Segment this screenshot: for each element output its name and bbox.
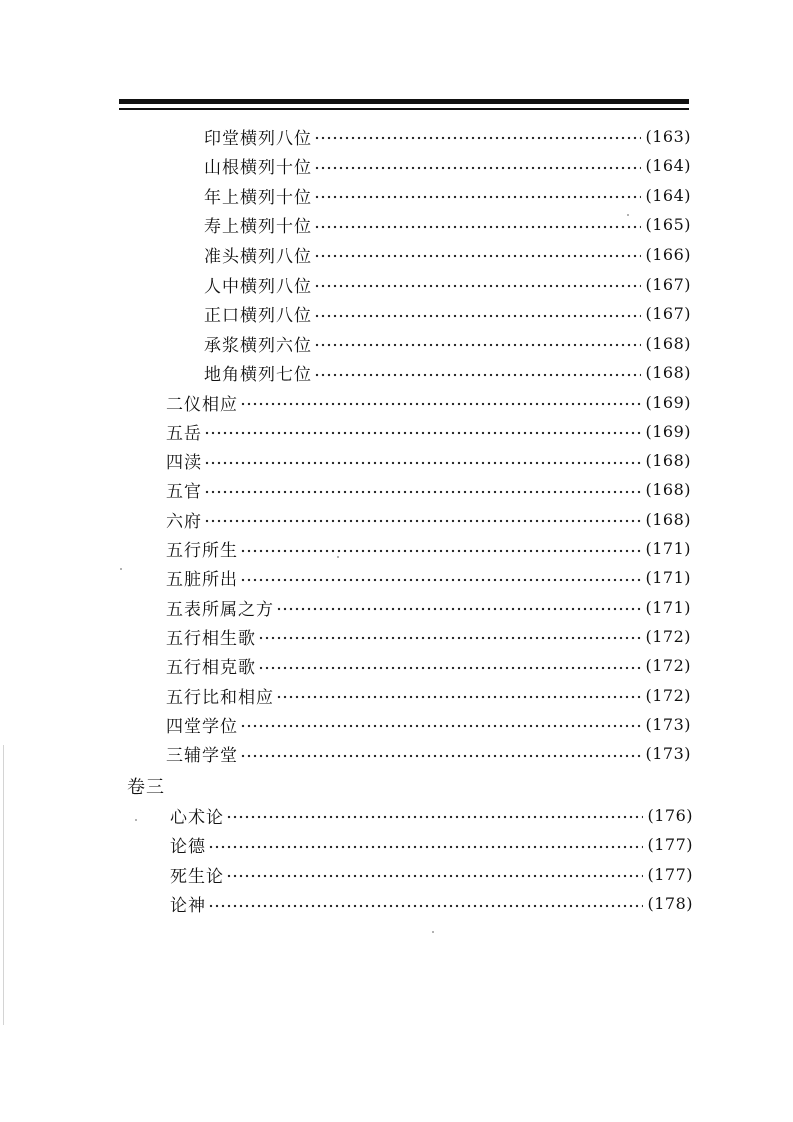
dot-leader — [276, 607, 641, 611]
toc-page-number: (168) — [645, 363, 691, 383]
dot-leader — [314, 284, 641, 288]
toc-entry-title: 五行比和相应 — [166, 687, 274, 708]
toc-entry[interactable] — [166, 477, 691, 503]
toc-entry[interactable] — [166, 623, 691, 649]
dot-leader — [314, 166, 641, 170]
toc-page-number: (164) — [645, 156, 691, 176]
dot-leader — [204, 490, 641, 494]
toc-entry[interactable] — [204, 301, 691, 327]
toc-entry-title: 二仪相应 — [166, 394, 238, 415]
toc-entry[interactable] — [204, 241, 691, 267]
toc-entry-title: 山根横列十位 — [204, 158, 312, 179]
toc-entry-title: 寿上横列十位 — [204, 217, 312, 238]
header-rule-thick — [119, 99, 689, 104]
dot-leader — [226, 815, 643, 819]
dot-leader — [204, 431, 641, 435]
dot-leader — [240, 754, 641, 758]
toc-page-number: (173) — [645, 744, 691, 764]
toc-entry[interactable] — [204, 212, 691, 238]
toc-page-number: (172) — [645, 685, 691, 705]
dot-leader — [314, 254, 641, 258]
toc-page-number: (172) — [645, 656, 691, 676]
toc-entry[interactable] — [166, 565, 691, 591]
toc-entry-title: 死生论 — [170, 866, 224, 887]
dot-leader — [208, 904, 643, 908]
toc-page-number: (169) — [645, 421, 691, 441]
scan-speck — [432, 931, 434, 933]
dot-leader — [314, 195, 641, 199]
toc-entry[interactable] — [166, 448, 691, 474]
toc-entry[interactable] — [166, 653, 691, 679]
toc-page-number: (178) — [647, 894, 693, 913]
toc-entry[interactable] — [170, 891, 693, 917]
toc-entry[interactable] — [204, 271, 691, 297]
toc-page-number: (167) — [645, 274, 691, 294]
toc-page-number: (166) — [645, 244, 691, 264]
toc-entry-title: 五脏所出 — [166, 570, 238, 591]
toc-page-number: (177) — [647, 864, 693, 884]
toc-page-number: (171) — [645, 568, 691, 588]
toc-page-number: (163) — [645, 126, 691, 146]
toc-entry[interactable] — [204, 330, 691, 356]
dot-leader — [204, 519, 641, 523]
toc-entry[interactable] — [166, 741, 691, 767]
toc-entry-title: 四堂学位 — [166, 716, 238, 737]
toc-entry[interactable] — [170, 832, 693, 858]
dot-leader — [258, 636, 641, 640]
header-rule-thin — [119, 108, 689, 110]
toc-entry[interactable] — [204, 182, 691, 208]
scan-edge-line — [3, 745, 4, 1025]
toc-page-number: (171) — [645, 539, 691, 558]
toc-page-number: (171) — [645, 597, 691, 617]
toc-entry[interactable] — [166, 389, 691, 415]
scan-speck — [135, 819, 137, 821]
volume-heading: 卷三 — [127, 777, 165, 798]
toc-entry[interactable] — [170, 861, 693, 887]
toc-entry-title: 地角横列七位 — [204, 365, 312, 386]
toc-page-number: (173) — [645, 714, 691, 734]
dot-leader — [314, 373, 641, 377]
dot-leader — [314, 225, 641, 229]
toc-entry-title: 论神 — [170, 896, 206, 916]
toc-page-number: (168) — [645, 509, 691, 529]
toc-page-number: (176) — [647, 805, 693, 825]
toc-entry-title: 印堂横列八位 — [204, 128, 312, 149]
dot-leader — [240, 549, 641, 553]
toc-page-number: (168) — [645, 333, 691, 353]
toc-entry-title: 承浆横列六位 — [204, 335, 312, 356]
toc-entry-title: 六府 — [166, 511, 202, 532]
toc-entry[interactable] — [166, 711, 691, 737]
dot-leader — [240, 724, 641, 728]
dot-leader — [258, 666, 641, 670]
dot-leader — [276, 695, 641, 699]
toc-page-number: (168) — [645, 451, 691, 471]
toc-entry-title: 三辅学堂 — [166, 746, 238, 767]
toc-entry-title: 五行相克歌 — [166, 658, 256, 679]
toc-page-number: (167) — [645, 304, 691, 324]
dot-leader — [226, 874, 643, 878]
dot-leader — [204, 461, 641, 465]
toc-entry[interactable] — [166, 536, 691, 562]
dot-leader — [240, 402, 641, 406]
toc-entry-title: 五官 — [166, 482, 202, 503]
toc-entry-title: 五行所生 — [166, 541, 238, 561]
toc-page-number: (164) — [645, 185, 691, 205]
toc-entry[interactable] — [170, 802, 693, 828]
dot-leader — [314, 314, 641, 318]
toc-entry-title: 五表所属之方 — [166, 599, 274, 620]
toc-page-number: (172) — [645, 626, 691, 646]
toc-entry-title: 人中横列八位 — [204, 276, 312, 297]
dot-leader — [314, 343, 641, 347]
toc-page-number: (177) — [647, 835, 693, 854]
scan-speck — [120, 568, 122, 570]
toc-entry[interactable] — [166, 682, 691, 708]
toc-entry-title: 四渎 — [166, 453, 202, 474]
toc-entry[interactable] — [166, 594, 691, 620]
toc-entry-title: 五行相生歌 — [166, 628, 256, 649]
toc-entry[interactable] — [204, 360, 691, 386]
toc-entry[interactable] — [204, 123, 691, 149]
toc-entry-title: 五岳 — [166, 423, 202, 444]
toc-entry[interactable] — [166, 418, 691, 444]
dot-leader — [208, 845, 643, 849]
toc-entry-title: 论德 — [170, 837, 206, 857]
toc-entry[interactable] — [166, 506, 691, 532]
toc-entry-title: 心术论 — [170, 807, 224, 828]
toc-page-number: (165) — [645, 215, 691, 235]
toc-entry-title: 准头横列八位 — [204, 246, 312, 267]
dot-leader — [240, 578, 641, 582]
toc-entry[interactable] — [204, 153, 691, 179]
toc-page-number: (169) — [645, 392, 691, 412]
toc-page-number: (168) — [645, 480, 691, 500]
dot-leader — [314, 136, 641, 140]
toc-entry-title: 年上横列十位 — [204, 187, 312, 208]
toc-entry-title: 正口横列八位 — [204, 306, 312, 327]
